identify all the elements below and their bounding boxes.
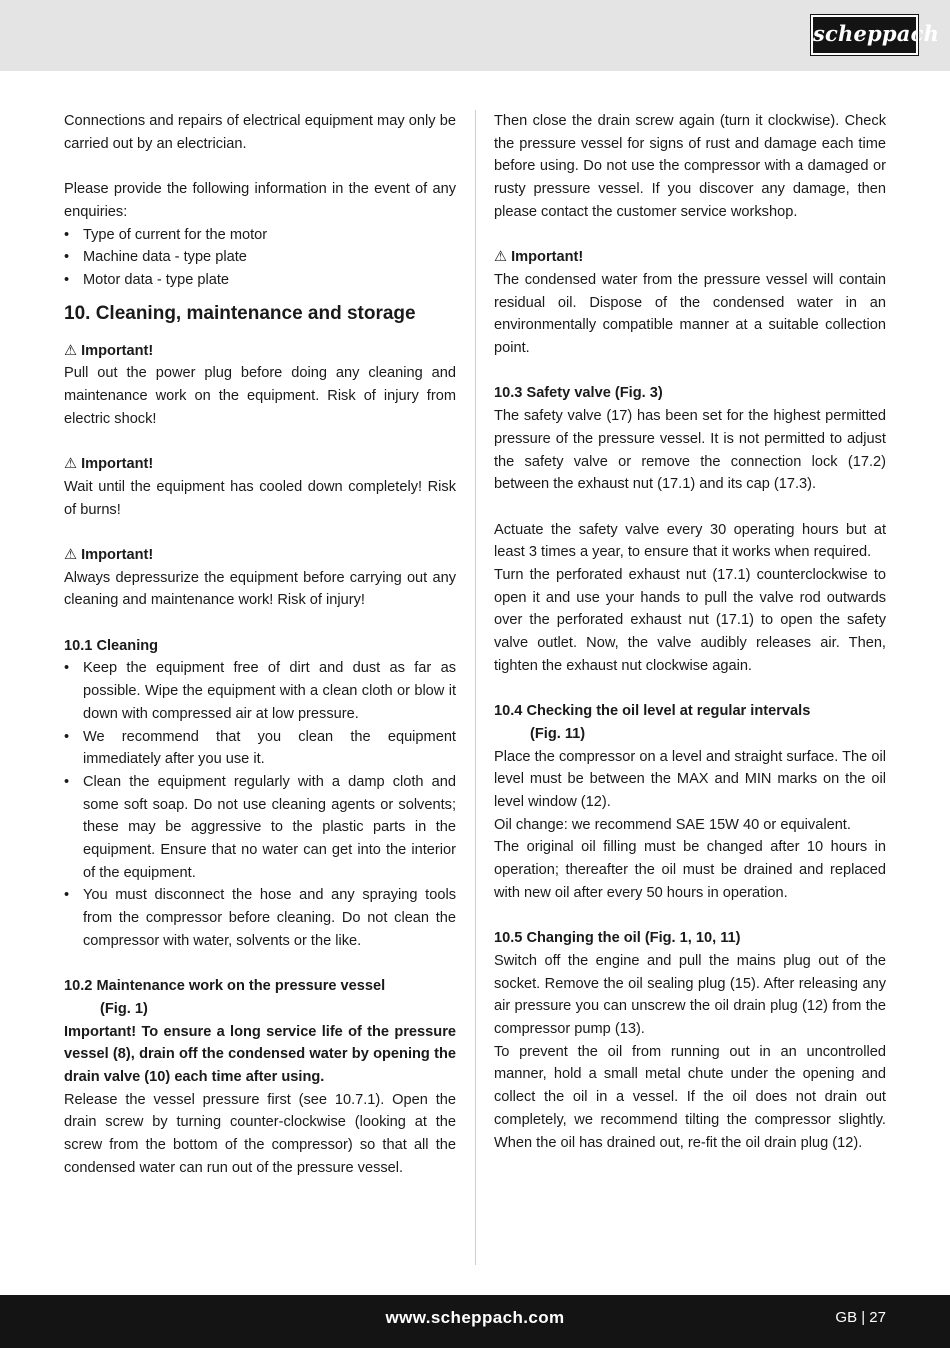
subsection-heading-maintenance: 10.2 Maintenance work on the pressure vessel (Fig. 1)	[64, 978, 386, 1017]
list-item: • We recommend that you clean the equipment immediately after you use it.	[64, 726, 456, 771]
warning-paragraph: Always depressurize the equipment before carrying out any cleaning and maintenance work! Risk of injury!	[64, 569, 456, 609]
warning-triangle-icon: ⚠	[64, 342, 78, 359]
important-heading: ⚠ Important!	[64, 546, 154, 563]
oil-level-paragraph: The original oil filling must be changed after 10 hours in operation; thereafter the oil must be drained and replaced with new oil after every 50 hours in operation.	[494, 839, 886, 901]
maintenance-important-paragraph: Important! To ensure a long service life of the pressure vessel (8), drain off the condensed water by opening the drain valve (10) each time after using.	[64, 1023, 456, 1086]
change-oil-paragraph: To prevent the oil from running out in an uncontrolled manner, hold a small metal chute under the opening and collect the oil in a vessel. If the oil does not drain out completely, we recommend tilting the compressor slightly. When the oil has drained out, re-fit the oil drain plug (12).	[494, 1043, 886, 1151]
enquiries-paragraph: Please provide the following information in the event of any enquiries:	[64, 181, 456, 220]
section-title: 10. Cleaning, maintenance and storage	[64, 302, 416, 324]
list-item: • Keep the equipment free of dirt and dust as far as possible. Wipe the equipment with a clean cloth or blow it down with compressed air at low pressure.	[64, 657, 456, 725]
change-oil-paragraph: Switch off the engine and pull the mains plug out of the socket. Remove the oil sealing plug (15). After releasing any air pressure you can unscrew the oil drain plug (12) from the compressor pump (13).	[494, 952, 886, 1038]
close-drain-paragraph: Then close the drain screw again (turn it clockwise). Check the pressure vessel for signs of rust and damage each time before using. Do not use the compressor with a damaged or rusty pressure vessel. If you discover any damage, then please contact the customer service workshop.	[494, 113, 886, 220]
safety-paragraph: Actuate the safety valve every 30 operating hours but at least 3 times a year, to ensure that it works when required.	[494, 521, 886, 561]
important-heading: ⚠ Important!	[494, 249, 584, 266]
list-item: • Machine data - type plate	[64, 246, 456, 269]
enquiry-list	[64, 224, 456, 292]
subsection-heading-cleaning: 10.1 Cleaning	[64, 637, 159, 654]
page-number: GB | 27	[835, 1309, 886, 1326]
intro-paragraph: Connections and repairs of electrical equipment may only be carried out by an electrician.	[64, 113, 456, 152]
important-heading: ⚠ Important!	[64, 456, 154, 473]
oil-level-paragraph: Place the compressor on a level and straight surface. The oil level must be between the MAX and MIN marks on the oil level window (12).	[494, 748, 886, 811]
footer-url[interactable]: www.scheppach.com	[385, 1308, 565, 1327]
safety-paragraph: Turn the perforated exhaust nut (17.1) counterclockwise to open it and use your hands to pull the valve rod outwards over the perforated exhaust nut (17.1) to open the safety valve outlet. Now, the valve audibly releases air. Then, tighten the exhaust nut clockwise again.	[494, 567, 886, 674]
footer-band	[0, 1295, 950, 1348]
list-item: • Motor data - type plate	[64, 269, 456, 292]
list-item: • Type of current for the motor	[64, 224, 456, 247]
subsection-heading-oil-level: 10.4 Checking the oil level at regular intervals (Fig. 11)	[494, 703, 811, 742]
list-item: • Clean the equipment regularly with a damp cloth and some soft soap. Do not use cleaning agents or solvents; these may be aggressive to the plastic parts in the equipment. Ensure that no water can get into the interior of the equipment.	[64, 771, 456, 885]
warning-triangle-icon: ⚠	[64, 456, 78, 473]
subsection-heading-changing-oil: 10.5 Changing the oil (Fig. 1, 10, 11)	[494, 930, 741, 947]
scheppach-logo: scheppach	[811, 15, 918, 55]
safety-paragraph: The safety valve (17) has been set for the highest permitted pressure of the pressure vessel. It is not permitted to adjust the safety valve or remove the connection lock (17.2) between the exhaust nut (17.1) and its cap (17.3).	[494, 408, 886, 493]
warning-triangle-icon: ⚠	[64, 546, 78, 563]
maintenance-paragraph: Release the vessel pressure first (see 10.7.1). Open the drain screw by turning counter-clockwise (looking at the screw from the bottom of the compressor) so that all the condensed water can run out of the pressure vessel.	[64, 1091, 456, 1176]
header-band	[0, 0, 950, 71]
column-divider	[475, 110, 476, 1265]
warning-paragraph: The condensed water from the pressure vessel will contain residual oil. Dispose of the condensed water in an environmentally compatible manner at a suitable collection point.	[494, 271, 886, 357]
right-column	[494, 110, 886, 1154]
list-item: • You must disconnect the hose and any spraying tools from the compressor before cleaning. Do not clean the compressor with water, solvents or the like.	[64, 884, 456, 952]
important-heading: ⚠ Important!	[64, 342, 154, 359]
warning-triangle-icon: ⚠	[494, 249, 508, 266]
left-column	[64, 110, 456, 1180]
subsection-heading-safety-valve: 10.3 Safety valve (Fig. 3)	[494, 385, 663, 402]
cleaning-list	[64, 657, 456, 952]
warning-paragraph: Pull out the power plug before doing any cleaning and maintenance work on the equipment. Risk of injury from electric shock!	[64, 365, 456, 427]
oil-level-paragraph: Oil change: we recommend SAE 15W 40 or equivalent.	[494, 816, 851, 833]
warning-paragraph: Wait until the equipment has cooled down completely! Risk of burns!	[64, 478, 456, 518]
